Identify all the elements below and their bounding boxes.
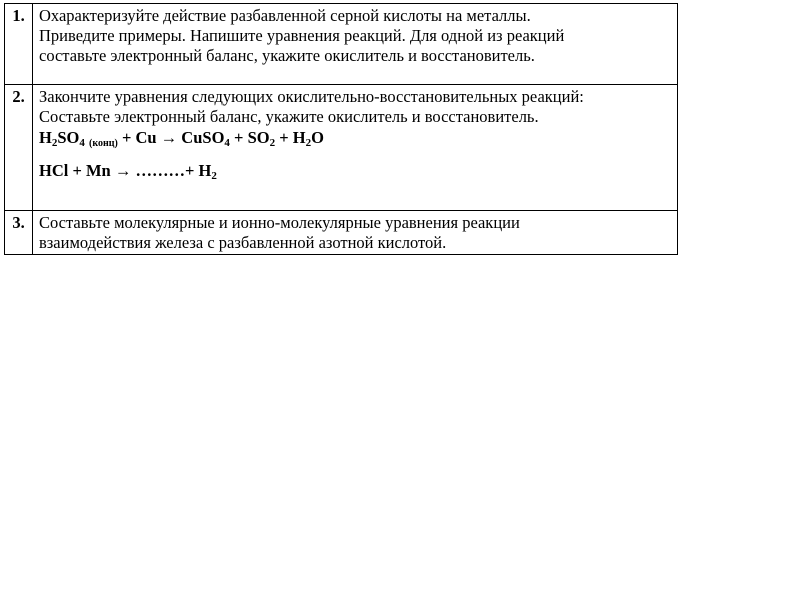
eq-part: SO	[57, 128, 80, 147]
task-text	[33, 4, 678, 85]
task-row-2	[5, 85, 678, 211]
eq-part: H	[39, 128, 52, 147]
eq-part: + H	[275, 128, 306, 147]
task-text-line: взаимодействия железа с разбавленной азотной кислотой.	[39, 233, 447, 252]
eq-subscript: 2	[51, 137, 58, 149]
eq-subscript: 2	[211, 170, 217, 182]
tasks-table	[4, 3, 678, 255]
task-number: 2.	[5, 85, 33, 211]
task-text-line: Охарактеризуйте действие разбавленной серной кислоты на металлы.	[39, 6, 531, 25]
eq-subscript: 2	[269, 137, 276, 149]
task-text-line: Составьте молекулярные и ионно-молекулярные уравнения реакции	[39, 213, 520, 232]
eq-part: + SO	[229, 128, 270, 147]
task-text-line: Приведите примеры. Напишите уравнения реакций. Для одной из реакций	[39, 26, 565, 45]
eq-part: + Cu → CuSO	[117, 128, 225, 147]
eq-subscript: 4	[224, 137, 230, 149]
eq-part: HCl + Mn → ………+ H	[39, 161, 212, 180]
eq-condition: (конц)	[88, 138, 118, 149]
task-row-3	[5, 211, 678, 255]
eq-subscript: 4	[79, 137, 85, 149]
task-number: 3.	[5, 211, 33, 255]
task-text-line: Составьте электронный баланс, укажите окислитель и восстановитель.	[39, 107, 539, 126]
reaction-equation-2	[39, 161, 673, 181]
task-row-1	[5, 4, 678, 85]
task-text-line: Закончите уравнения следующих окислительно-восстановительных реакций:	[39, 87, 584, 106]
reaction-equation-1	[39, 128, 673, 148]
eq-part: O	[311, 128, 324, 147]
task-text-line: составьте электронный баланс, укажите окислитель и восстановитель.	[39, 46, 535, 65]
task-number: 1.	[5, 4, 33, 85]
task-text	[33, 211, 678, 255]
eq-subscript: 2	[305, 137, 312, 149]
task-text	[33, 85, 678, 211]
